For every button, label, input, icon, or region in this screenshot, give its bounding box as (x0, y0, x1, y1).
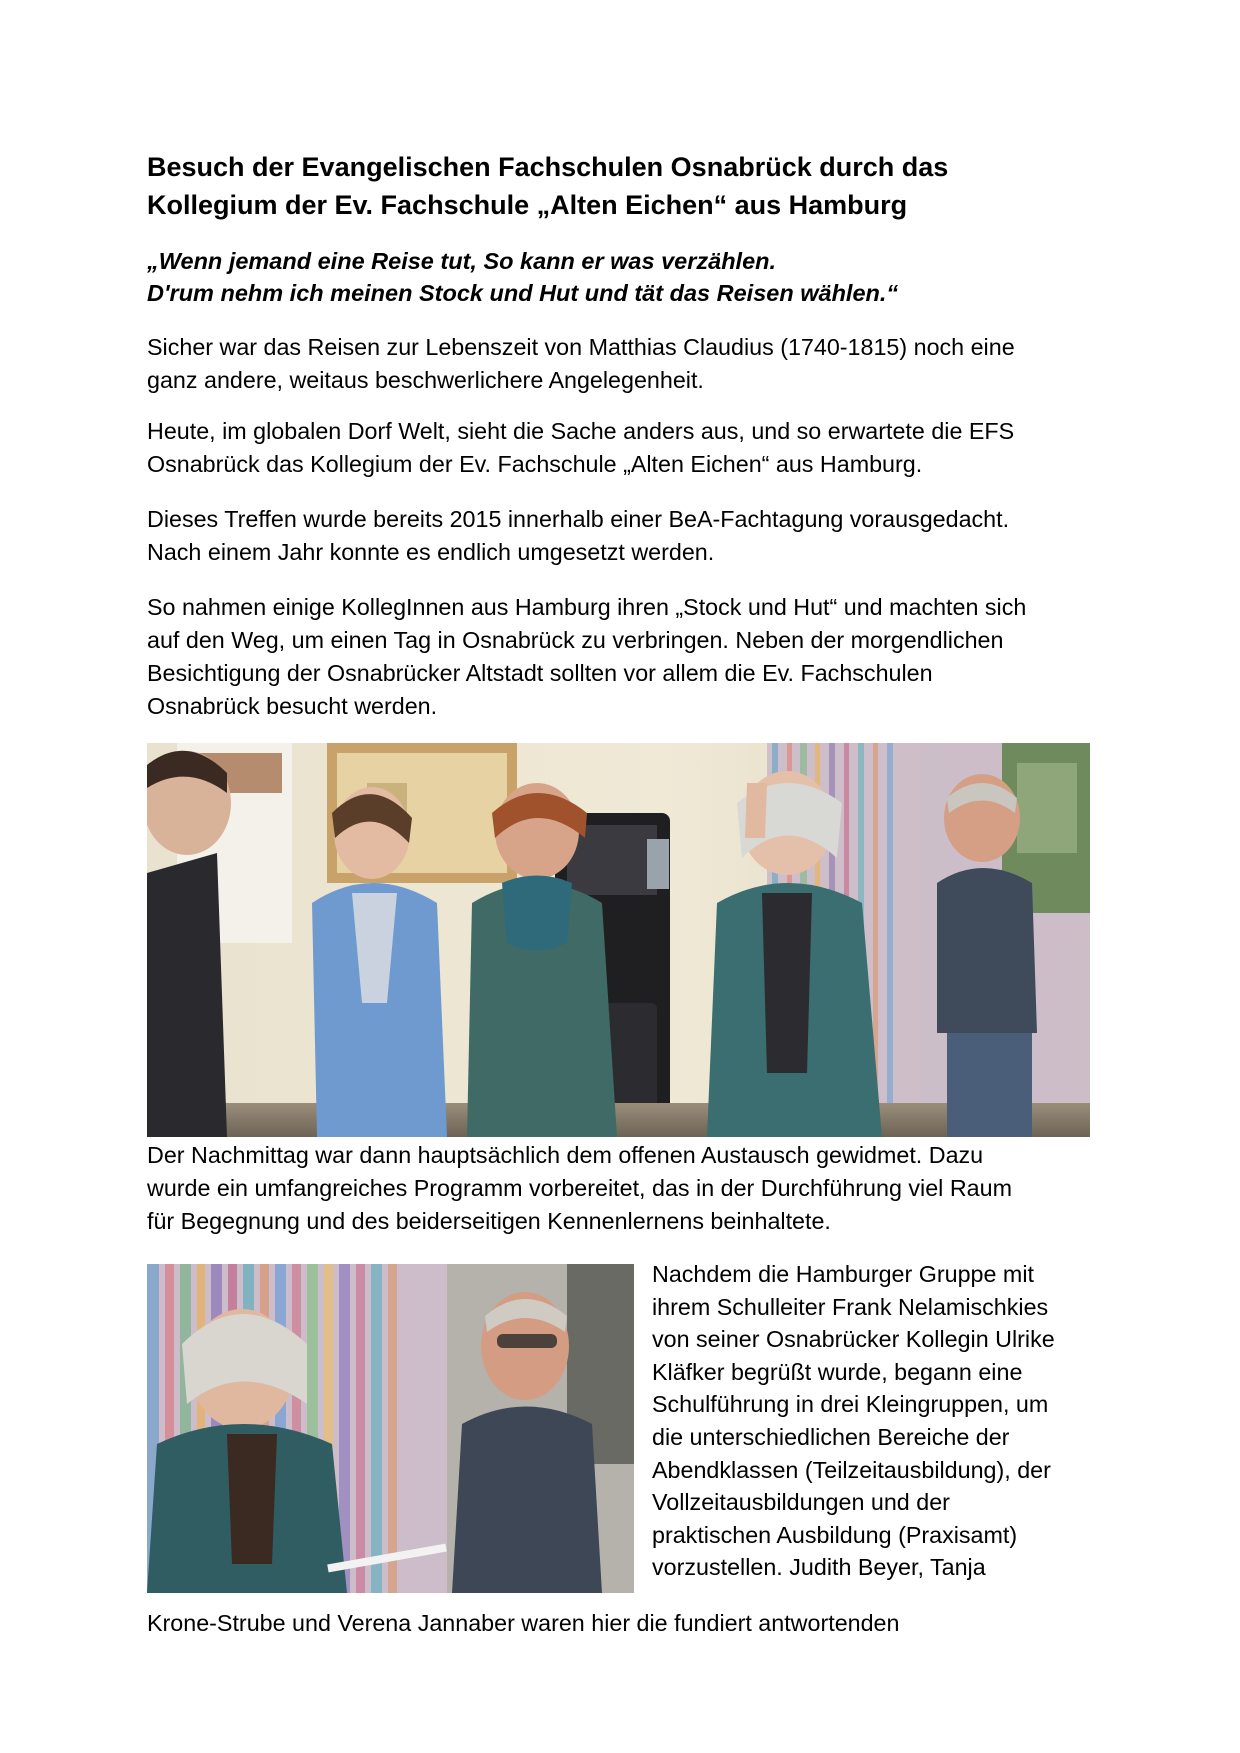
paragraph-line: für Begegnung und des beiderseitigen Kennenlernens beinhaltete. (147, 1208, 831, 1234)
paragraph-reisen-claudius (147, 331, 1097, 397)
side-paragraph-line: Kläfker begrüßt wurde, begann eine (652, 1358, 1023, 1385)
paragraph-line: Dieses Treffen wurde bereits 2015 innerhalb einer BeA-Fachtagung vorausgedacht. (147, 506, 1010, 532)
paragraph-treffen-2015 (147, 503, 1097, 569)
title-line: Kollegium der Ev. Fachschule „Alten Eichen“ aus Hamburg (147, 190, 908, 220)
paragraph-continuation (147, 1607, 1097, 1640)
quote-line: D'rum nehm ich meinen Stock und Hut und tät das Reisen wählen.“ (147, 280, 899, 306)
paragraph-stock-und-hut (147, 591, 1097, 723)
paragraph-line: auf den Weg, um einen Tag in Osnabrück zu verbringen. Neben der morgendlichen (147, 627, 1004, 653)
side-paragraph-line: von seiner Osnabrücker Kollegin Ulrike (652, 1326, 1055, 1353)
paragraph-line: wurde ein umfangreiches Programm vorbereitet, das in der Durchführung viel Raum (147, 1175, 1012, 1201)
side-paragraph-line: vorzustellen. Judith Beyer, Tanja (652, 1554, 986, 1581)
side-paragraph-line: Schulführung in drei Kleingruppen, um (652, 1391, 1049, 1418)
group-photo (147, 743, 1090, 1137)
claudius-quote (147, 245, 1097, 309)
document-title (147, 148, 1097, 224)
paragraph-line: Nach einem Jahr konnte es endlich umgesetzt werden. (147, 539, 715, 565)
paragraph-line: Der Nachmittag war dann hauptsächlich dem offenen Austausch gewidmet. Dazu (147, 1142, 984, 1168)
paragraph-line: Krone-Strube und Verena Jannaber waren hier die fundiert antwortenden (147, 1610, 900, 1636)
group-photo-icon (147, 743, 1090, 1137)
side-paragraph-line: Nachdem die Hamburger Gruppe mit (652, 1261, 1034, 1287)
paragraph-line: Osnabrück das Kollegium der Ev. Fachschule „Alten Eichen“ aus Hamburg. (147, 451, 923, 477)
side-paragraph-line: Abendklassen (Teilzeitausbildung), der (652, 1456, 1051, 1483)
quote-line: „Wenn jemand eine Reise tut, So kann er was verzählen. (147, 248, 777, 274)
paragraph-line: Besichtigung der Osnabrücker Altstadt sollten vor allem die Ev. Fachschulen (147, 660, 933, 686)
conversation-photo (147, 1264, 634, 1593)
paragraph-line: Heute, im globalen Dorf Welt, sieht die Sache anders aus, und so erwartete die EFS (147, 418, 1015, 444)
side-paragraph-line: die unterschiedlichen Bereiche der (652, 1423, 1010, 1450)
paragraph-line: So nahmen einige KollegInnen aus Hamburg ihren „Stock und Hut“ und machten sich (147, 594, 1027, 620)
side-paragraph-line: Vollzeitausbildungen und der (652, 1489, 950, 1516)
paragraph-line: Osnabrück besucht werden. (147, 693, 438, 719)
side-paragraph-schulfuehrung (652, 1258, 1102, 1584)
side-paragraph-line: praktischen Ausbildung (Praxisamt) (652, 1521, 1018, 1548)
paragraph-globales-dorf (147, 415, 1097, 481)
paragraph-line: ganz andere, weitaus beschwerlichere Angelegenheit. (147, 367, 704, 393)
paragraph-nachmittag (147, 1139, 1097, 1238)
title-line: Besuch der Evangelischen Fachschulen Osnabrück durch das (147, 152, 949, 182)
side-paragraph-line: ihrem Schulleiter Frank Nelamischkies (652, 1293, 1049, 1320)
paragraph-line: Sicher war das Reisen zur Lebenszeit von Matthias Claudius (1740-1815) noch eine (147, 334, 1015, 360)
conversation-photo-icon (147, 1264, 634, 1593)
